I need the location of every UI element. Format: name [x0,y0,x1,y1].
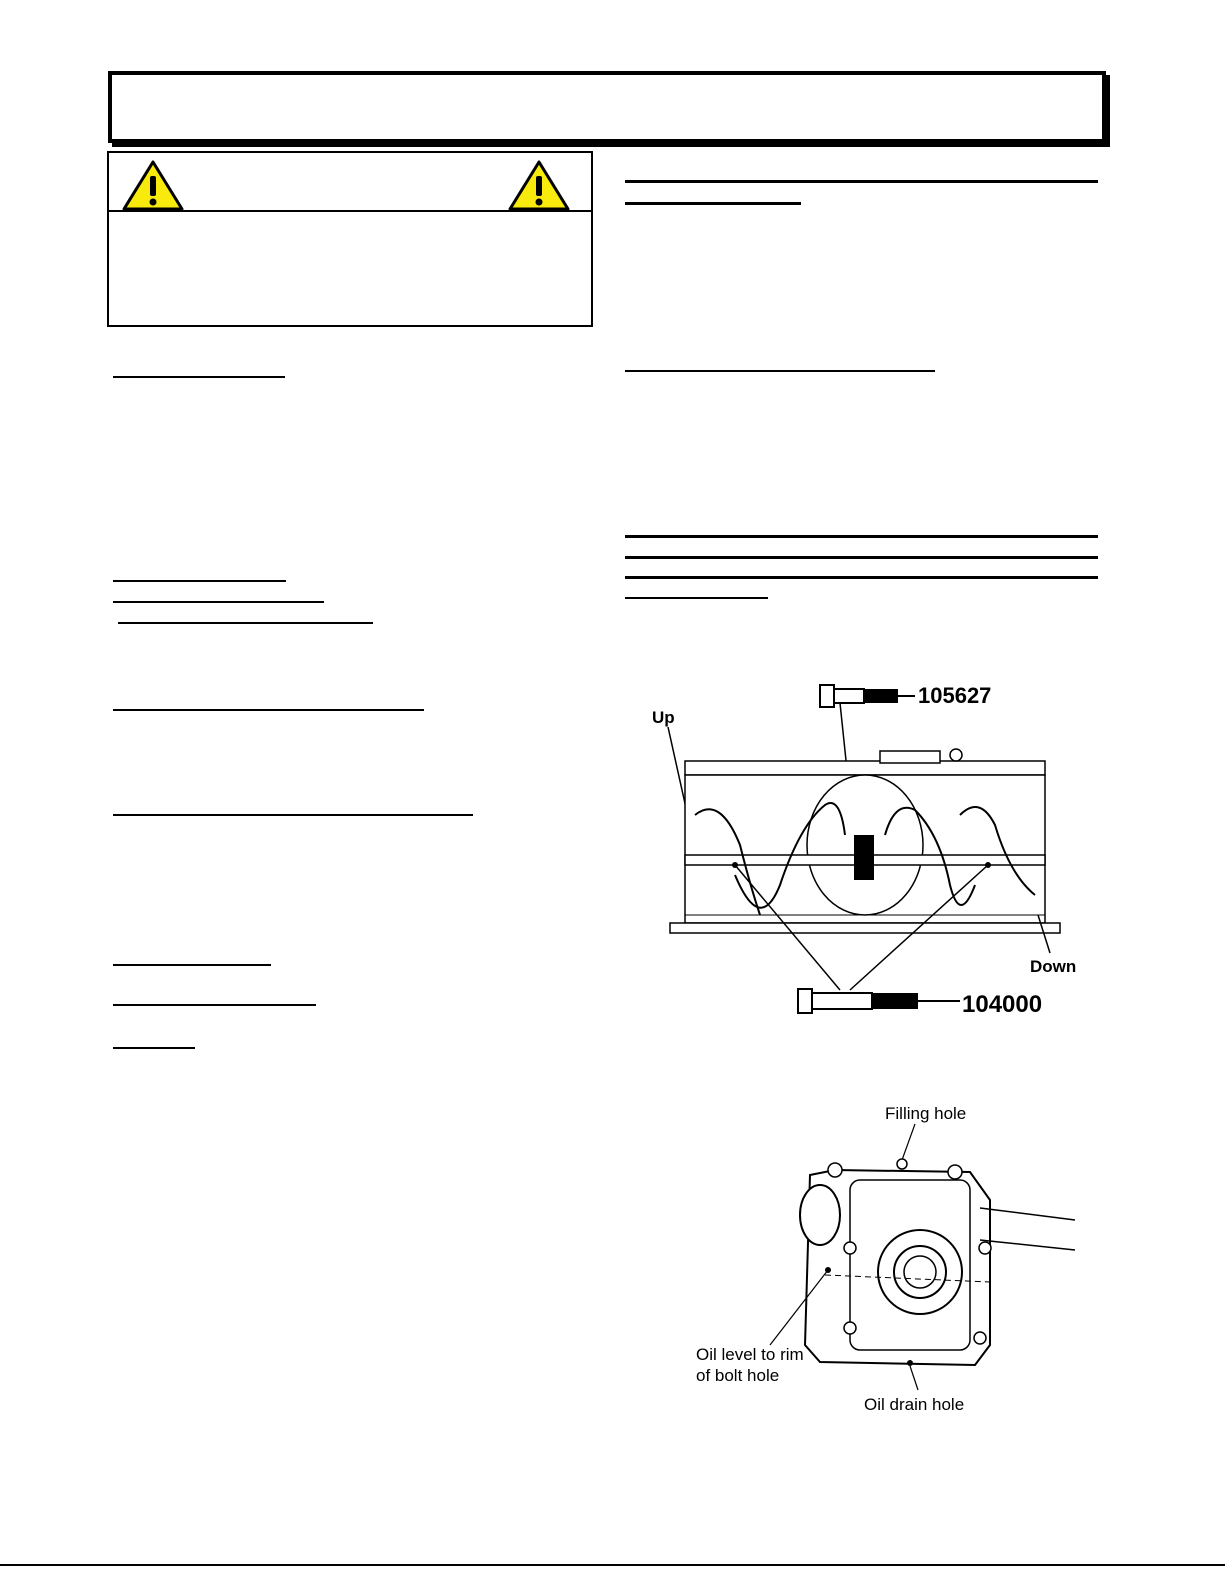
section-heading-underline [625,535,1098,538]
section-heading-underline [113,814,473,816]
section-heading-underline [113,580,286,582]
section-heading-underline [625,556,1098,559]
part-number-bottom: 104000 [962,991,1043,1018]
section-heading-underline [118,622,373,624]
section-heading-underline [113,964,271,966]
title-box [108,71,1106,143]
auger-housing-figure [640,675,1100,1025]
section-heading-underline [113,1047,195,1049]
section-heading-underline [113,709,424,711]
label-oil-level-line1: Oil level to rim [696,1345,804,1364]
label-oil-level-line2: of bolt hole [696,1366,780,1385]
bolt-105627-icon [820,685,915,707]
warning-triangle-icon [121,159,185,211]
warning-triangle-icon [507,159,571,211]
warning-divider [109,210,591,212]
section-heading-underline [625,597,768,599]
part-number-top: 105627 [918,683,992,708]
footer-rule [0,1564,1225,1566]
section-heading-underline [113,601,324,603]
bolt-104000-icon [798,989,960,1013]
label-down: Down [1030,957,1077,976]
section-heading-underline [113,376,285,378]
section-heading-underline [625,370,935,372]
section-heading-underline [625,180,1098,183]
section-heading-underline [625,576,1098,579]
label-up: Up [652,708,675,727]
warning-box [107,151,593,327]
label-oil-drain-hole: Oil drain hole [864,1395,965,1414]
section-heading-underline [625,202,801,205]
gearbox-figure [690,1100,1090,1420]
section-heading-underline [113,1004,316,1006]
label-filling-hole: Filling hole [885,1104,967,1123]
